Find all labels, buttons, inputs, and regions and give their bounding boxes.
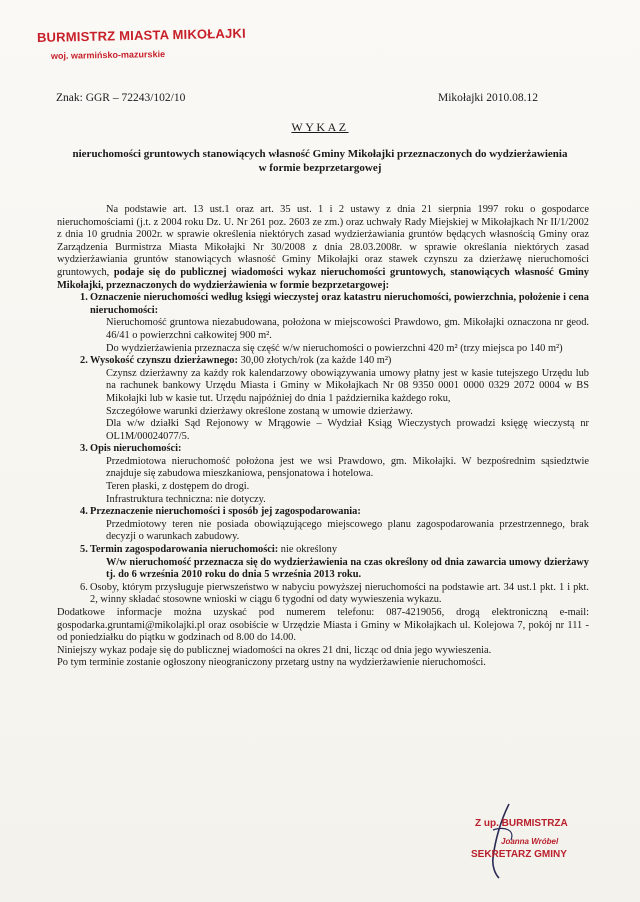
- item-6: [57, 582, 589, 607]
- document-body: [57, 204, 589, 670]
- item-heading: Wysokość czynszu dzierżawnego:: [90, 355, 238, 367]
- item-number: 3.: [80, 443, 88, 455]
- item-2: [57, 355, 589, 443]
- intro-paragraph: [57, 204, 589, 292]
- reference-number: Znak: GGR – 72243/102/10: [56, 92, 186, 104]
- item-4: [57, 506, 589, 544]
- intro-text: Na podstawie art. 13 ust.1 oraz art. 35 ust. 1 i 2 ustawy z dnia 21 sierpnia 1997 roku o gospodarce nieruchomościami (j.t. z 2004 roku Dz. U. Nr 261 poz. 2603 ze zm.) oraz uchwały Rady Miejskiej w Mikołajkach Nr II/1/2002 z dnia 10 grudnia 2002r. w sprawie określenia niektórych zasad wydzierżawiania gruntów będących własnością Gminy oraz Zarządzenia Burmistrza Miasta Mikołajki Nr 30/2008 z dnia 28.03.2008r. w sprawie określania niektórych zasad wydzierżawiania gruntów stanowiących własność Gminy Mikołajki oraz stawek czynszu za dzierżawę nieruchomości gruntowych,: [57, 204, 589, 278]
- item-line-bold: W/w nieruchomość przeznacza się do wydzierżawienia na czas określony od dnia zawarcia umowy dzierżawy tj. do 6 września 2010 roku do dnia 5 września 2013 roku.: [106, 556, 589, 581]
- stamp-line-2: woj. warmińsko-mazurskie: [50, 49, 166, 61]
- item-5: [57, 544, 589, 582]
- items-list: [57, 292, 589, 607]
- document-title: WYKAZ: [291, 120, 349, 134]
- item-line: Szczegółowe warunki dzierżawy określone zostaną w umowie dzierżawy.: [106, 405, 413, 417]
- item-line: Teren płaski, z dostępem do drogi.: [106, 481, 250, 493]
- item-line: Do wydzierżawienia przeznacza się część w/w nieruchomości o powierzchni 420 m² (trzy miejsca po 140 m²): [106, 342, 563, 354]
- item-number: 4.: [80, 506, 88, 518]
- closing-paragraph-2: Niniejszy wykaz podaje się do publicznej wiadomości na okres 21 dni, licząc od dnia jego wywieszenia.: [57, 644, 492, 656]
- item-line: Nieruchomość gruntowa niezabudowana, położona w miejscowości Prawdowo, gm. Mikołajki oznaczona nr geod. 46/41 o powierzchni całkowitej 900 m².: [106, 317, 589, 341]
- signature-stamp: [471, 818, 568, 860]
- mayor-header-stamp: [36, 25, 246, 61]
- item-heading: Opis nieruchomości:: [90, 443, 182, 455]
- closing-paragraph-3: Po tym terminie zostanie ogłoszony nieograniczony przetarg ustny na wydzierżawienie nieruchomości.: [57, 657, 486, 669]
- stamp-line-1: BURMISTRZ MIASTA MIKOŁAJKI: [36, 25, 246, 45]
- item-heading-tail: 30,00 złotych/rok (za każde 140 m²): [237, 355, 392, 367]
- place-date: Mikołajki 2010.08.12: [438, 92, 538, 104]
- signature-line-3: SEKRETARZ GMINY: [471, 849, 567, 860]
- document-subtitle: nieruchomości gruntowych stanowiących własność Gminy Mikołajki przeznaczonych do wydzierżawienia w formie bezprzetargowej: [72, 148, 568, 174]
- item-line: Przedmiotowy teren nie posiada obowiązującego miejscowego planu zagospodarowania przestrzennego, brak decyzji o warunkach zabudowy.: [106, 518, 589, 543]
- item-heading: Oznaczenie nieruchomości według księgi wieczystej oraz katastru nieruchomości, powierzchnia, położenie i cena nieruchomości:: [90, 292, 589, 316]
- signature-line-2: Joanna Wróbel: [501, 837, 559, 846]
- item-3: [57, 443, 589, 506]
- closing-paragraph-1: Dodatkowe informacje można uzyskać pod numerem telefonu: 087-4219056, drogą elektroniczną e-mail: gospodarka.gruntami@mikolajki.pl oraz osobiście w Urzędzie Miasta i Gminy w Mikołajkach ul. Kolejowa 7, pokój nr 111 - od poniedziałku do piątku w godzinach od 8.00 do 14.00.: [57, 607, 589, 644]
- intro-bold: podaje się do publicznej wiadomości wykaz nieruchomości gruntowych, stanowiących własność Gminy Mikołajki, przeznaczonych do wydzierżawienia w formie bezprzetargowej:: [57, 266, 589, 291]
- item-line: Czynsz dzierżawny za każdy rok kalendarzowy obowiązywania umowy płatny jest w kasie tutejszego Urzędu lub na rachunek bankowy Urzędu Miasta i Gminy w Mikołajkach Nr 08 9350 0001 0000 0329 2072 0004 w BS Mikołajki lub w kasie tut. Urzędu najpóźniej do dnia 1 października każdego roku,: [106, 367, 589, 404]
- item-number: 1.: [80, 292, 88, 304]
- item-line: Dla w/w działki Sąd Rejonowy w Mrągowie – Wydział Ksiąg Wieczystych prowadzi księgę wieczystą nr OL1M/00024077/5.: [106, 418, 589, 442]
- item-number: 5.: [80, 544, 88, 556]
- item-number: 6.: [80, 581, 88, 593]
- item-line: Infrastruktura techniczna: nie dotyczy.: [106, 493, 266, 505]
- item-text: Osoby, którym przysługuje pierwszeństwo w nabyciu powyższej nieruchomości na podstawie art. 34 ust.1 pkt. 1 i pkt. 2, winny składać stosowne wnioski w ciągu 6 tygodni od daty wywieszenia wykazu.: [90, 581, 589, 606]
- item-line: Przedmiotowa nieruchomość położona jest we wsi Prawdowo, gm. Mikołajki. W bezpośrednim sąsiedztwie znajduje się zabudowa mieszkaniowa, pensjonatowa i hotelowa.: [106, 455, 589, 480]
- item-heading: Przeznaczenie nieruchomości i sposób jej zagospodarowania:: [90, 506, 361, 518]
- item-heading-tail: nie określony: [278, 544, 338, 556]
- item-heading: Termin zagospodarowania nieruchomości:: [90, 544, 279, 556]
- item-1: [57, 292, 589, 355]
- signature-line-1: Z up. BURMISTRZA: [475, 818, 568, 829]
- item-number: 2.: [80, 355, 88, 367]
